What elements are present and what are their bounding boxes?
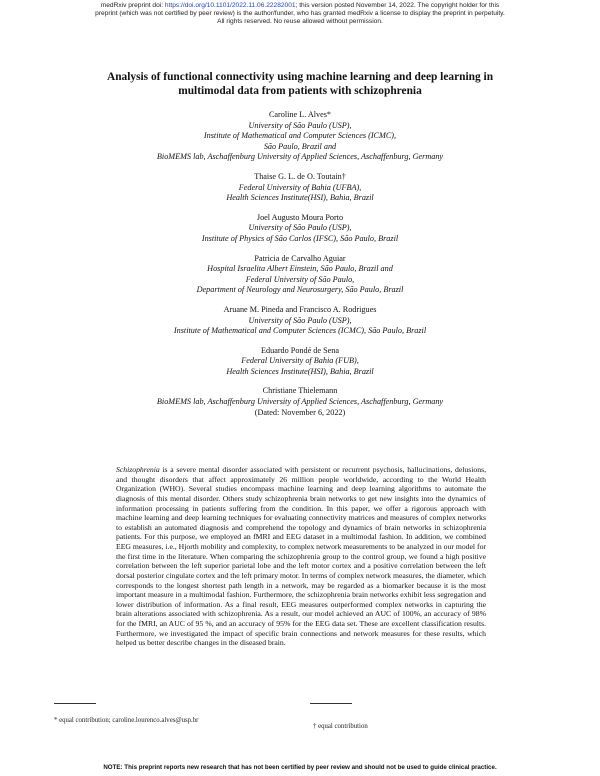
author-name: Christiane Thielemann — [262, 386, 338, 396]
affiliation: BioMEMS lab, Aschaffenburg University of Applied Sciences, Aschaffenburg, Germany — [156, 397, 444, 407]
author-name: Patricia de Carvalho Aguiar — [254, 253, 346, 263]
affiliation: Federal University of São Paulo, — [245, 274, 355, 284]
affiliation: Institute of Mathematical and Computer Sciences (ICMC), — [203, 131, 397, 141]
preprint-header-line3: All rights reserved. No reuse allowed without permission. — [217, 18, 383, 26]
author-name: Aruane M. Pineda and Francisco A. Rodrigues — [223, 304, 377, 314]
affiliation: São Paulo, Brazil and — [263, 141, 337, 151]
author-block — [60, 110, 540, 163]
author-name: Eduardo Pondé de Sena — [261, 345, 339, 355]
affiliation: Federal University of Bahia (UFBA), — [238, 182, 362, 192]
affiliation: Institute of Mathematical and Computer Sciences (ICMC), São Paulo, Brazil — [173, 326, 427, 336]
author-block — [60, 172, 540, 204]
abstract — [116, 465, 486, 648]
affiliation: Institute of Physics of São Carlos (IFSC), São Paulo, Brazil — [201, 233, 399, 243]
author-name: Joel Augusto Moura Porto — [256, 212, 344, 222]
affiliation: University of São Paulo (USP), — [248, 315, 352, 325]
author-block — [60, 305, 540, 337]
affiliation: Health Sciences Institute(HSI), Bahia, Brazil — [226, 366, 374, 376]
preprint-header-line1: medRxiv preprint doi: https://doi.org/10.1101/2022.11.06.22282001; this version posted November 14, 2022. The copyright holder for this — [100, 2, 500, 9]
author-block — [60, 346, 540, 378]
affiliation: BioMEMS lab, Aschaffenburg University of Applied Sciences, Aschaffenburg, Germany — [156, 152, 444, 162]
author-name: Thaise G. L. de O. Toutain† — [254, 171, 346, 181]
author-block — [60, 386, 540, 418]
affiliation: Health Sciences Institute(HSI), Bahia, Brazil — [226, 193, 374, 203]
footnote-first: * equal contribution; caroline.lourenco.alves@usp.br — [54, 717, 199, 724]
footnote-second: † equal contribution — [313, 723, 368, 730]
doi-link[interactable]: https://doi.org/10.1101/2022.11.06.22282001 — [164, 2, 296, 9]
author-block — [60, 254, 540, 296]
abstract-lead-term: Schizophrenia — [116, 465, 160, 474]
author-name: Caroline L. Alves* — [268, 110, 332, 119]
affiliation: Hospital Israelita Albert Einstein, São Paulo, Brazil and — [207, 264, 393, 274]
affiliation: Department of Neurology and Neurosurgery, São Paulo, Brazil — [196, 285, 404, 295]
paper-title: Analysis of functional connectivity using machine learning and deep learning in multimodal data from patients with schizophrenia — [106, 71, 494, 97]
abstract-body: is a severe mental disorder associated with persistent or recurrent psychosis, hallucinations, delusions, and thought disorders that affect approximately 26 million people worldwide, according to the World Health Organization (WHO). Several studies encompass machine learning and deep learning algorithms to automate the diagnosis of this mental disorder. Others study schizophrenia brain networks to get new insights into the dynamics of information processing in patients suffering from the condition. In this paper, we offer a rigorous approach with machine learning and deep learning techniques for evaluating connectivity matrices and measures of complex networks to establish an automated diagnosis and comprehend the topology and dynamics of brain networks in schizophrenia patients. For this purpose, we employed an fMRI and EEG dataset in a multimodal fashion. In addition, we combined EEG measures, i.e., Hjorth mobility and complexity, to complex network measurements to be analyzed in our model for the first time in the literature. When comparing the schizophrenia group to the control group, we found a high positive correlation between the left superior parietal lobe and the left motor cortex and a positive correlation between the left dorsal posterior cingulate cortex and the left primary motor. In terms of complex network measures, the diameter, which corresponds to the longest shortest path length in a network, may be regarded as a biomarker because it is the most important measure in a multimodal fashion. Furthermore, the schizophrenia brain networks exhibit less segregation and lower distribution of information. As a final result, EEG measures outperformed complex networks in capturing the brain alterations associated with schizophrenia. As a result, our model achieved an AUC of 100%, an accuracy of 98% for the fMRI, an AUC of 95 %, and an accuracy of 95% for the EEG data set. These are excellent classification results. Furthermore, we investigated the impact of specific brain connections and network measures for these results, which helped us better describe changes in the diseased brain. — [116, 465, 486, 648]
affiliation: University of São Paulo (USP), — [248, 120, 352, 130]
affiliation: Federal University of Bahia (FUB), — [241, 356, 359, 366]
footnote-rule-right — [310, 703, 352, 704]
peer-review-note: NOTE: This preprint reports new research that has not been certified by peer review and should not be used to guide clinical practice. — [103, 764, 497, 771]
dated-line: (Dated: November 6, 2022) — [254, 407, 346, 417]
author-list — [60, 110, 540, 418]
preprint-header-line2: preprint (which was not certified by peer review) is the author/funder, who has granted medRxiv a license to display the preprint in perpetuity. — [95, 10, 505, 18]
preprint-header — [0, 2, 600, 27]
affiliation: University of São Paulo (USP), — [248, 223, 352, 233]
author-block — [60, 213, 540, 245]
footnote-rule-left — [54, 703, 96, 704]
